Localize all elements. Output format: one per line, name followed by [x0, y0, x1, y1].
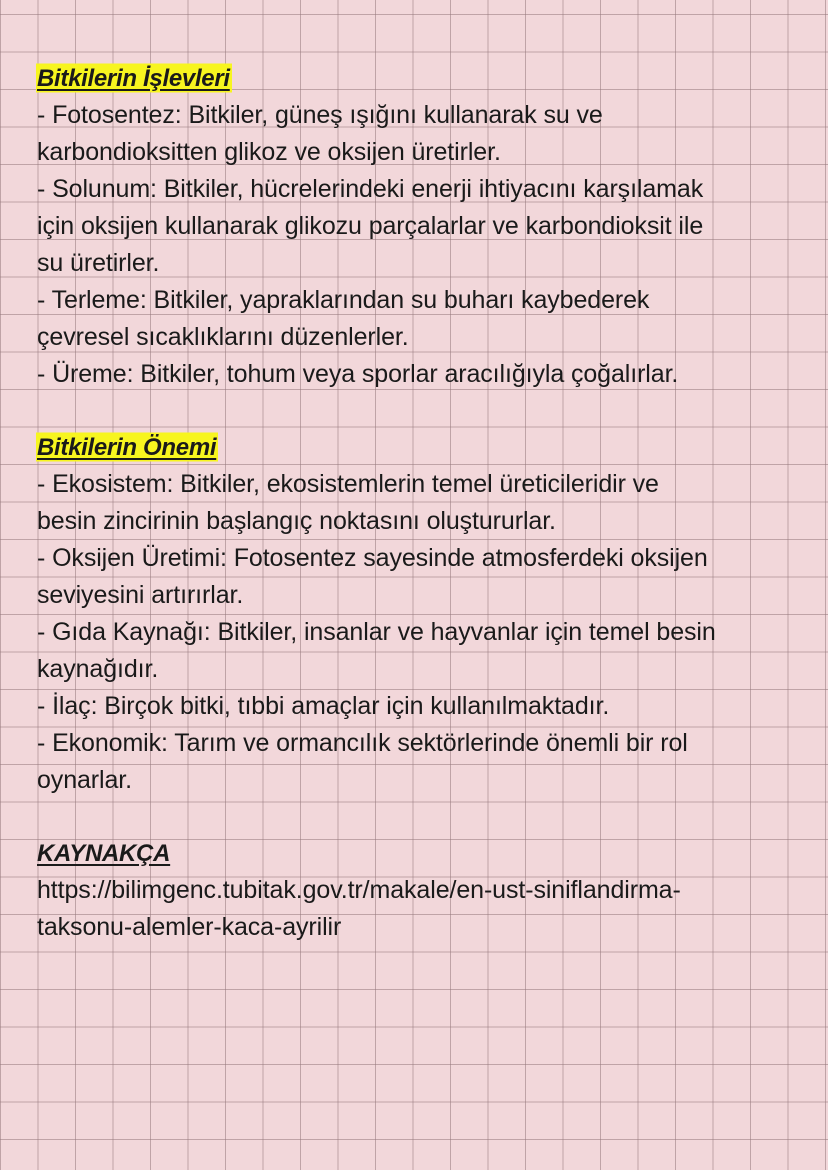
section-plant-functions — [37, 60, 797, 393]
section-plant-importance — [37, 429, 797, 799]
text-line: su üretirler. — [37, 249, 160, 277]
section-heading-functions: Bitkilerin İşlevleri — [36, 60, 232, 97]
section-heading-importance: Bitkilerin Önemi — [36, 429, 218, 466]
text-line: için oksijen kullanarak glikozu parçalarlar ve karbondioksit ile — [37, 212, 704, 240]
section-references — [37, 835, 797, 946]
text-line: oynarlar. — [37, 766, 132, 794]
text-line: - Ekosistem: Bitkiler, ekosistemlerin temel üreticileridir ve — [37, 470, 659, 498]
text-line: - Üreme: Bitkiler, tohum veya sporlar aracılığıyla çoğalırlar. — [37, 360, 679, 388]
reference-url-line: https://bilimgenc.tubitak.gov.tr/makale/en-ust-siniflandirma- — [37, 876, 681, 904]
text-line: - Ekonomik: Tarım ve ormancılık sektörlerinde önemli bir rol — [37, 729, 688, 757]
notes-page — [37, 60, 797, 982]
reference-url-line: taksonu-alemler-kaca-ayrilir — [37, 913, 342, 941]
text-line: - Oksijen Üretimi: Fotosentez sayesinde atmosferdeki oksijen — [37, 544, 708, 572]
text-line: - İlaç: Birçok bitki, tıbbi amaçlar için kullanılmaktadır. — [37, 692, 610, 720]
text-line: - Terleme: Bitkiler, yapraklarından su buharı kaybederek — [37, 286, 650, 314]
text-line: besin zincirinin başlangıç noktasını oluştururlar. — [37, 507, 556, 535]
text-line: kaynağıdır. — [37, 655, 159, 683]
text-line: - Solunum: Bitkiler, hücrelerindeki enerji ihtiyacını karşılamak — [37, 175, 704, 203]
text-line: seviyesini artırırlar. — [37, 581, 244, 609]
text-line: karbondioksitten glikoz ve oksijen üretirler. — [37, 138, 501, 166]
text-line: çevresel sıcaklıklarını düzenlerler. — [37, 323, 409, 351]
references-heading: KAYNAKÇA — [37, 840, 171, 867]
text-line: - Gıda Kaynağı: Bitkiler, insanlar ve hayvanlar için temel besin — [37, 618, 716, 646]
text-line: - Fotosentez: Bitkiler, güneş ışığını kullanarak su ve — [37, 101, 603, 129]
